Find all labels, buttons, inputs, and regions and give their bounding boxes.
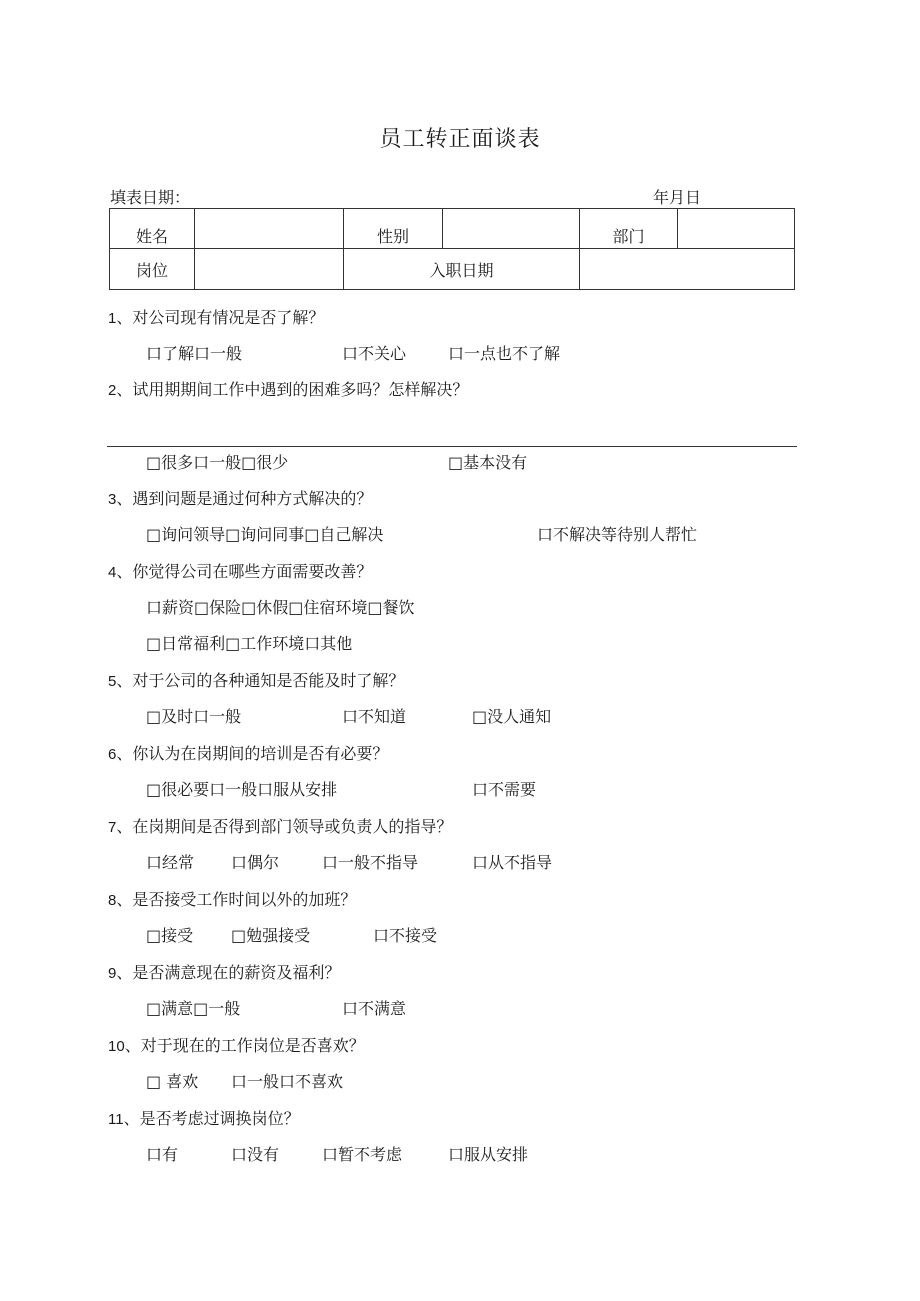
fill-date-row bbox=[110, 185, 710, 209]
answer-line bbox=[107, 446, 797, 447]
option[interactable]: □勉强接受 bbox=[231, 926, 311, 945]
question-4: 4、你觉得公司在哪些方面需要改善？ bbox=[108, 562, 373, 581]
option[interactable]: 口不需要 bbox=[472, 780, 537, 799]
option[interactable]: □接受 bbox=[146, 926, 194, 945]
options-8 bbox=[146, 923, 806, 947]
option[interactable]: □满意□一般 bbox=[146, 999, 241, 1018]
options-11 bbox=[146, 1142, 806, 1166]
question-1: 1、对公司现有情况是否了解？ bbox=[108, 308, 325, 327]
employee-info-table bbox=[109, 208, 795, 290]
option[interactable]: 口薪资□保险□休假□住宿环境□餐饮 bbox=[146, 598, 415, 617]
options-9 bbox=[146, 996, 806, 1020]
question-6: 6、你认为在岗期间的培训是否有必要？ bbox=[108, 744, 389, 763]
option[interactable]: □日常福利□工作环境口其他 bbox=[146, 634, 353, 653]
option[interactable]: 口从不指导 bbox=[472, 853, 553, 872]
option[interactable]: 口偶尔 bbox=[231, 853, 280, 872]
option[interactable]: 口没有 bbox=[231, 1145, 280, 1164]
question-5: 5、对于公司的各种通知是否能及时了解？ bbox=[108, 671, 405, 690]
option[interactable]: 口服从安排 bbox=[448, 1145, 529, 1164]
options-7 bbox=[146, 850, 806, 874]
option[interactable]: 口一般口不喜欢 bbox=[231, 1072, 344, 1091]
question-8: 8、是否接受工作时间以外的加班？ bbox=[108, 890, 357, 909]
gender-field[interactable] bbox=[443, 209, 580, 249]
question-2: 2、试用期期间工作中遇到的困难多吗？怎样解决？ bbox=[108, 380, 469, 399]
options-2 bbox=[146, 450, 806, 474]
options-6 bbox=[146, 777, 806, 801]
option[interactable]: 口不满意 bbox=[342, 999, 407, 1018]
page-title: 员工转正面谈表 bbox=[379, 127, 541, 152]
option[interactable]: 口不接受 bbox=[373, 926, 438, 945]
question-3: 3、遇到问题是通过何种方式解决的？ bbox=[108, 489, 373, 508]
post-label: 岗位 bbox=[110, 249, 195, 290]
year-month-day: 年月日 bbox=[653, 188, 702, 207]
option[interactable]: □很必要口一般口服从安排 bbox=[146, 780, 338, 799]
dept-field[interactable] bbox=[678, 209, 795, 249]
options-4a bbox=[146, 595, 806, 619]
dept-label: 部门 bbox=[580, 209, 678, 249]
entry-date-label: 入职日期 bbox=[344, 249, 580, 290]
option[interactable]: 口暂不考虑 bbox=[322, 1145, 403, 1164]
option[interactable]: 口有 bbox=[146, 1145, 179, 1164]
fill-date-label: 填表日期： bbox=[110, 188, 191, 207]
options-5 bbox=[146, 704, 806, 728]
question-9: 9、是否满意现在的薪资及福利？ bbox=[108, 963, 341, 982]
post-field[interactable] bbox=[195, 249, 344, 290]
options-3 bbox=[146, 522, 806, 546]
option[interactable]: 口一点也不了解 bbox=[448, 344, 561, 363]
option[interactable]: 口不解决等待别人帮忙 bbox=[537, 525, 698, 544]
option[interactable]: □ 喜欢 bbox=[146, 1072, 199, 1091]
option[interactable]: 口不知道 bbox=[342, 707, 407, 726]
question-11: 11、是否考虑过调换岗位？ bbox=[108, 1109, 300, 1128]
option[interactable]: □基本没有 bbox=[448, 453, 528, 472]
option[interactable]: 口了解口一般 bbox=[146, 344, 243, 363]
entry-date-field[interactable] bbox=[580, 249, 795, 290]
option[interactable]: □询问领导□询问同事□自己解决 bbox=[146, 525, 384, 544]
option[interactable]: 口经常 bbox=[146, 853, 195, 872]
option[interactable]: □及时口一般 bbox=[146, 707, 242, 726]
option[interactable]: 口不关心 bbox=[342, 344, 407, 363]
option[interactable]: □很多口一般□很少 bbox=[146, 453, 289, 472]
question-10: 10、对于现在的工作岗位是否喜欢？ bbox=[108, 1036, 365, 1055]
options-10 bbox=[146, 1069, 806, 1093]
question-7: 7、在岗期间是否得到部门领导或负责人的指导？ bbox=[108, 817, 453, 836]
gender-label: 性别 bbox=[344, 209, 443, 249]
name-field[interactable] bbox=[195, 209, 344, 249]
name-label: 姓名 bbox=[110, 209, 195, 249]
options-1 bbox=[146, 341, 806, 365]
option[interactable]: □没人通知 bbox=[472, 707, 552, 726]
option[interactable]: 口一般不指导 bbox=[322, 853, 419, 872]
options-4b bbox=[146, 631, 806, 655]
